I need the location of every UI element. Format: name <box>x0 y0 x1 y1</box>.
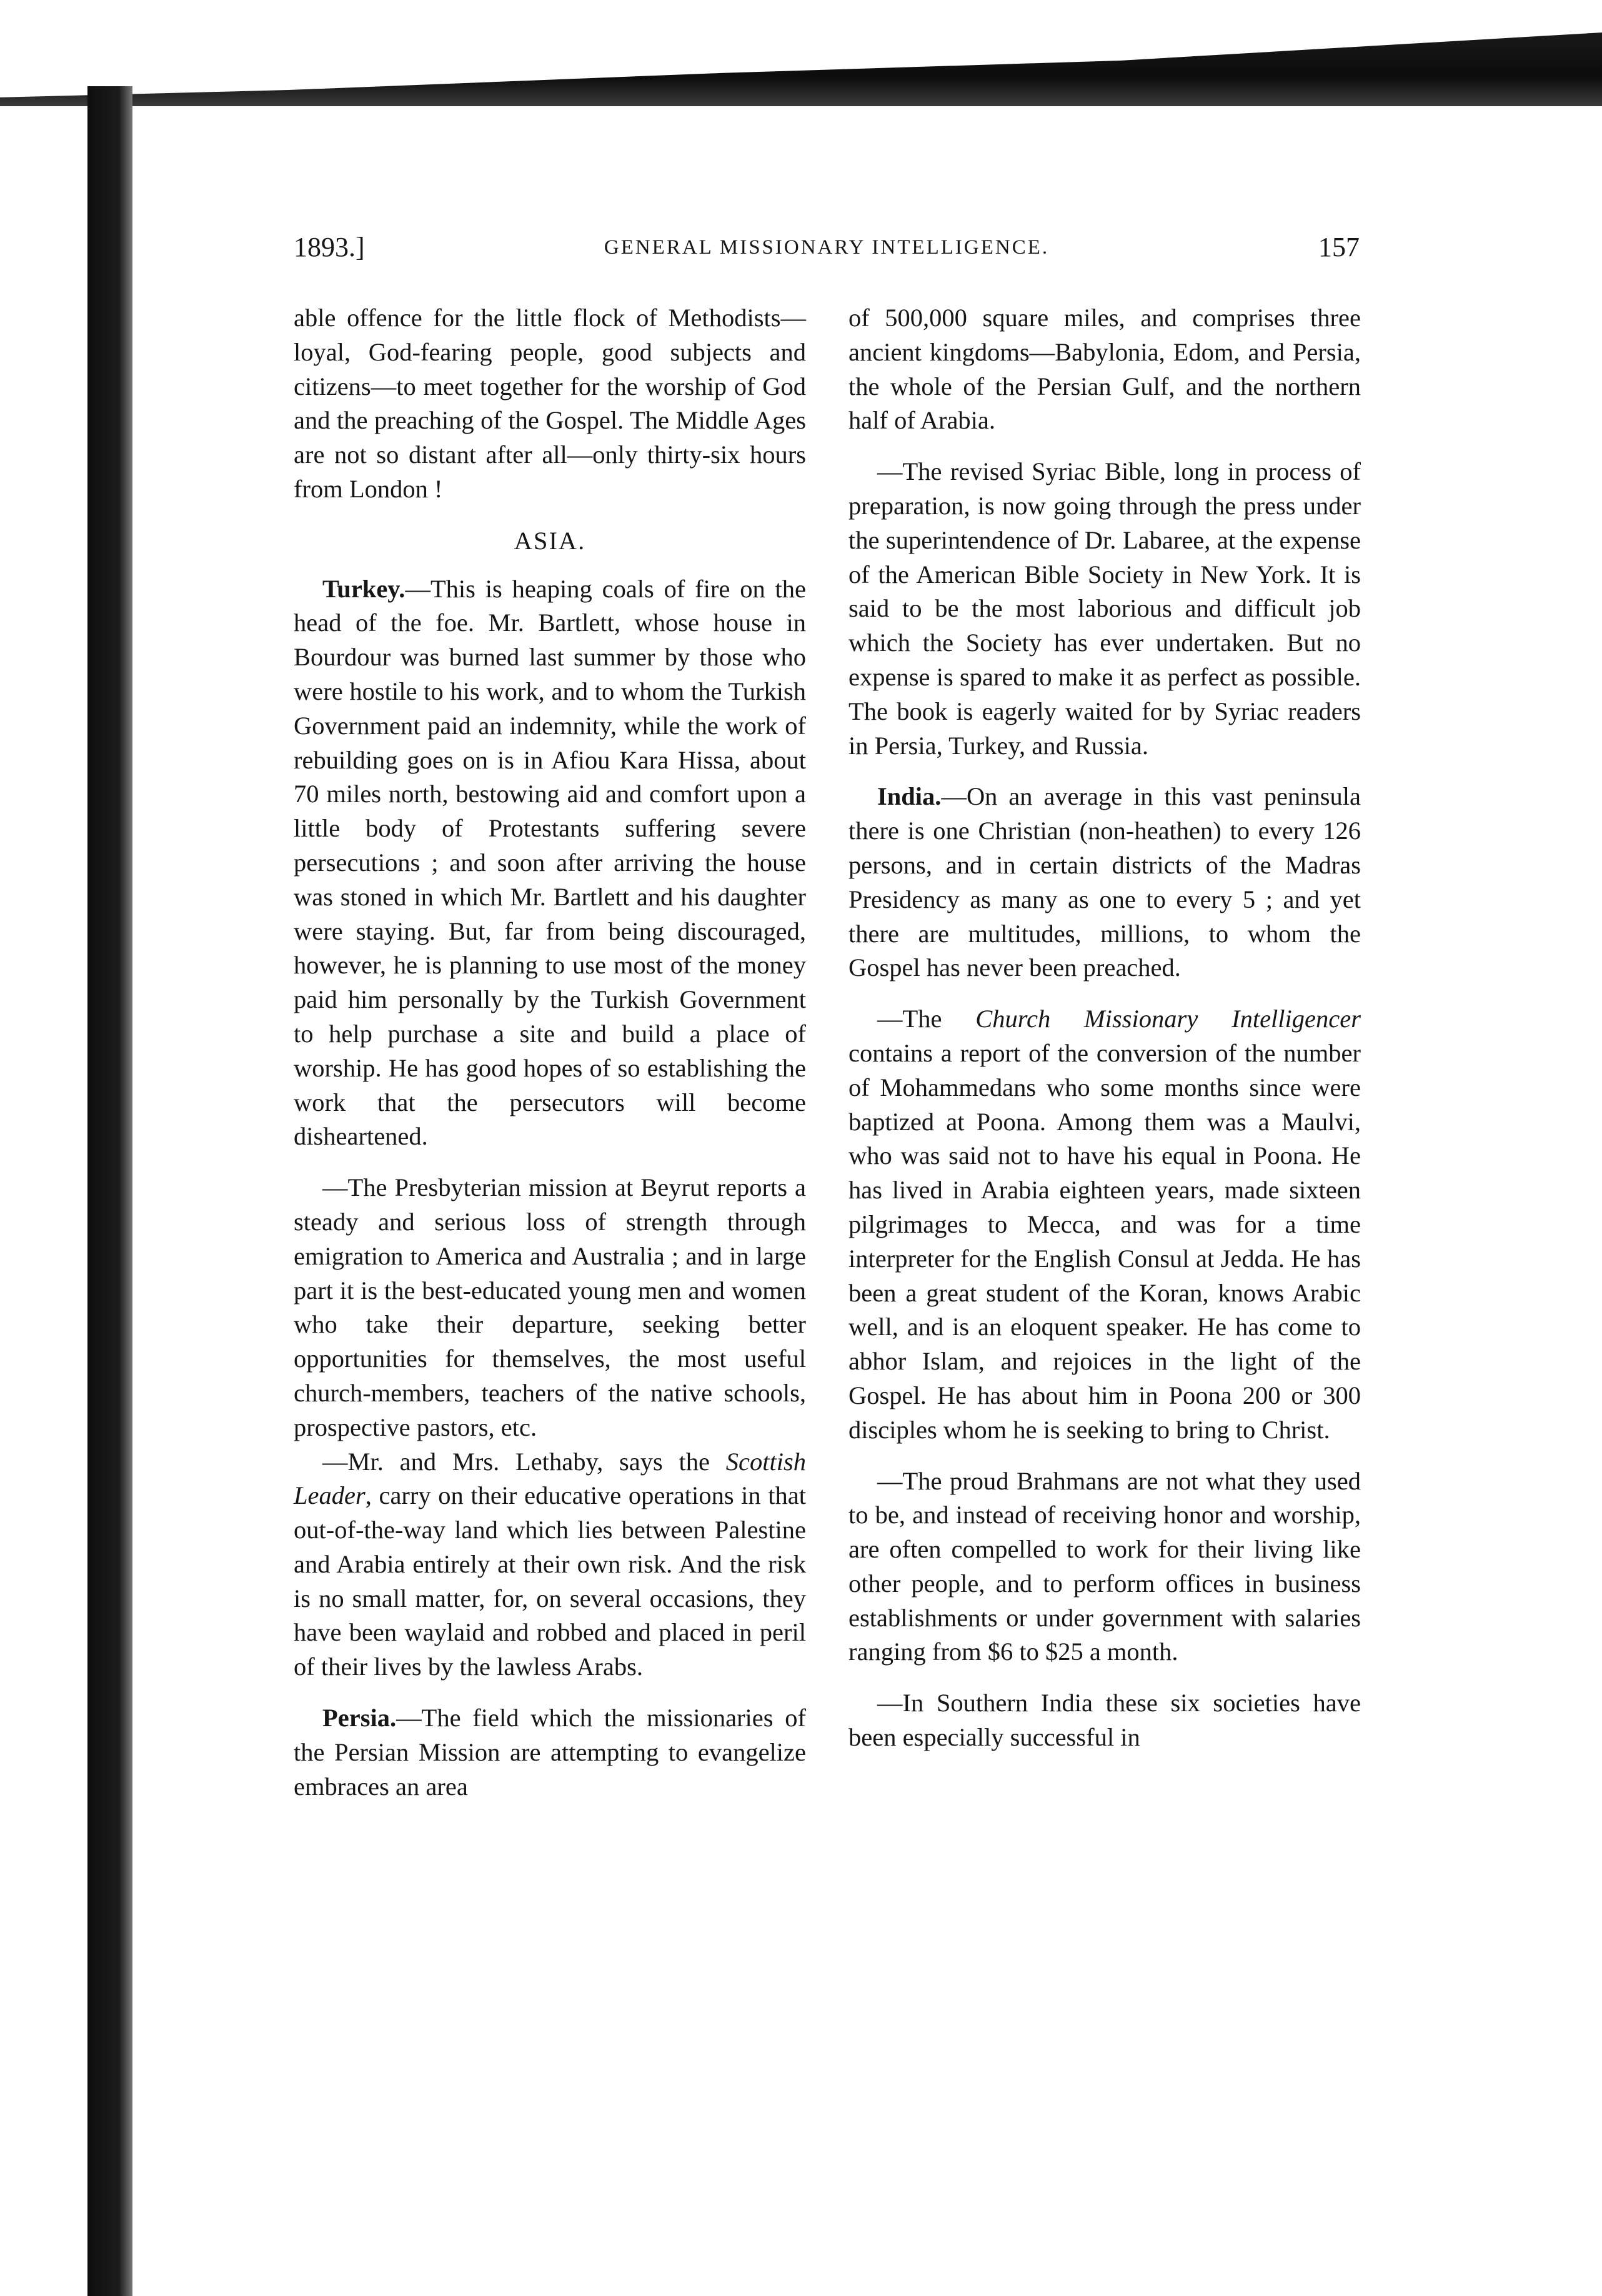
scan-shadow-top <box>0 32 1602 106</box>
india-paragraph <box>848 780 1361 985</box>
turkey-text: —This is heaping coals of fire on the head of the foe. Mr. Bartlett, whose house in Bourdour was burned last summer by those who were hostile to his work, and to whom the Turkish Government paid an indemnity, while the work of rebuilding goes on is in Afiou Kara Hissa, about 70 miles north, bestowing aid and comfort upon a little body of Protestants suffering severe persecutions ; and soon after arriving the house was stoned in which Mr. Bartlett and his daughter were staying. But, far from being discouraged, however, he is planning to use most of the money paid him personally by the Turkish Government to help purchase a site and build a place of worship. He has good hopes of so establishing the work that the persecutors will become disheartened. <box>294 574 806 1151</box>
brahmans-paragraph: —The proud Brahmans are not what they used to be, and instead of receiving honor and worship, are often compelled to work for their living like other people, and to perform offices in business establishments or under government with salaries ranging from $6 to $25 a month. <box>848 1466 1361 1666</box>
intelligencer-paragraph <box>848 1002 1361 1447</box>
intelligencer-source: Church Missionary Intelligencer <box>975 1005 1361 1033</box>
page-header <box>294 231 1360 269</box>
methodists-paragraph: able offence for the little flock of Methodists—loyal, God-fearing people, good subjects and citizens—to meet together for the worship of God and the preaching of the Gospel. The Middle Ages are not so distant after all—only thirty-six hours from London ! <box>294 304 806 503</box>
beyrut-paragraph: —The Presbyterian mission at Beyrut reports a steady and serious loss of strength through emigration to America and Australia ; and in large part it is the best-educated young men and women who take their departure, seeking better opportunities for themselves, the most useful church-members, teachers of the native schools, prospective pastors, etc. <box>294 1173 806 1441</box>
persia-lead: Persia. <box>322 1704 397 1732</box>
india-text: —On an average in this vast peninsula there is one Christian (non-heathen) to every 126 persons, and in certain districts of the Madras Presidency as many as one to every 5 ; and yet there are multitudes, millions, to whom the Gospel has never been preached. <box>848 782 1361 982</box>
left-column <box>294 301 806 2269</box>
lethaby-source: Scottish Leader <box>294 1447 806 1510</box>
lethaby-text-start: —Mr. and Mrs. Lethaby, says the <box>322 1447 726 1476</box>
right-column <box>848 301 1361 2269</box>
syriac-bible-paragraph: —The revised Syriac Bible, long in process of preparation, is now going through the press under the superintendence of Dr. Labaree, at the expense of the American Bible Society in New York. It is said to be the most laborious and difficult job which the Society has ever undertaken. But no expense is spared to make it as perfect as possible. The book is eagerly waited for by Syriac readers in Persia, Turkey, and Russia. <box>848 457 1361 760</box>
intelligencer-text-end: contains a report of the conversion of the number of Mohammedans who some months since were baptized at Poona. Among them was a Maulvi, who was said not to have his equal in Poona. He has lived in Arabia eighteen years, made sixteen pilgrimages to Mecca, and was for a time interpreter for the English Consul at Jedda. He has been a great student of the Koran, knows Arabic well, and is an eloquent speaker. He has come to abhor Islam, and rejoices in the light of the Gospel. He has about him in Poona 200 or 300 disciples whom he is seeking to bring to Christ. <box>848 1038 1361 1444</box>
persia-text: —The field which the missionaries of the Persian Mission are attempting to evangelize embraces an area <box>294 1704 806 1801</box>
intelligencer-text-start: —The <box>877 1005 976 1033</box>
running-title: GENERAL MISSIONARY INTELLIGENCE. <box>604 236 1050 259</box>
page-number: 157 <box>1318 232 1360 262</box>
lethaby-text-end: , carry on their educative operations in that out-of-the-way land which lies between Palestine and Arabia entirely at their own risk. And the risk is no small matter, for, on several occasions, they have been waylaid and robbed and placed in peril of their lives by the lawless Arabs. <box>294 1481 806 1681</box>
section-heading-asia: ASIA. <box>514 526 586 555</box>
turkey-lead: Turkey. <box>322 574 405 603</box>
india-lead: India. <box>877 782 942 811</box>
persia-paragraph <box>294 1701 806 1804</box>
persia-continued-paragraph: of 500,000 square miles, and comprises three ancient kingdoms—Babylonia, Edom, and Persia, the whole of the Persian Gulf, and the northern half of Arabia. <box>848 304 1361 435</box>
turkey-paragraph <box>294 572 806 1155</box>
scan-shadow-left <box>87 86 132 2296</box>
lethaby-paragraph <box>294 1445 806 1685</box>
southern-india-paragraph: —In Southern India these six societies have been especially successful in <box>848 1689 1361 1752</box>
header-date: 1893.] <box>294 232 365 262</box>
